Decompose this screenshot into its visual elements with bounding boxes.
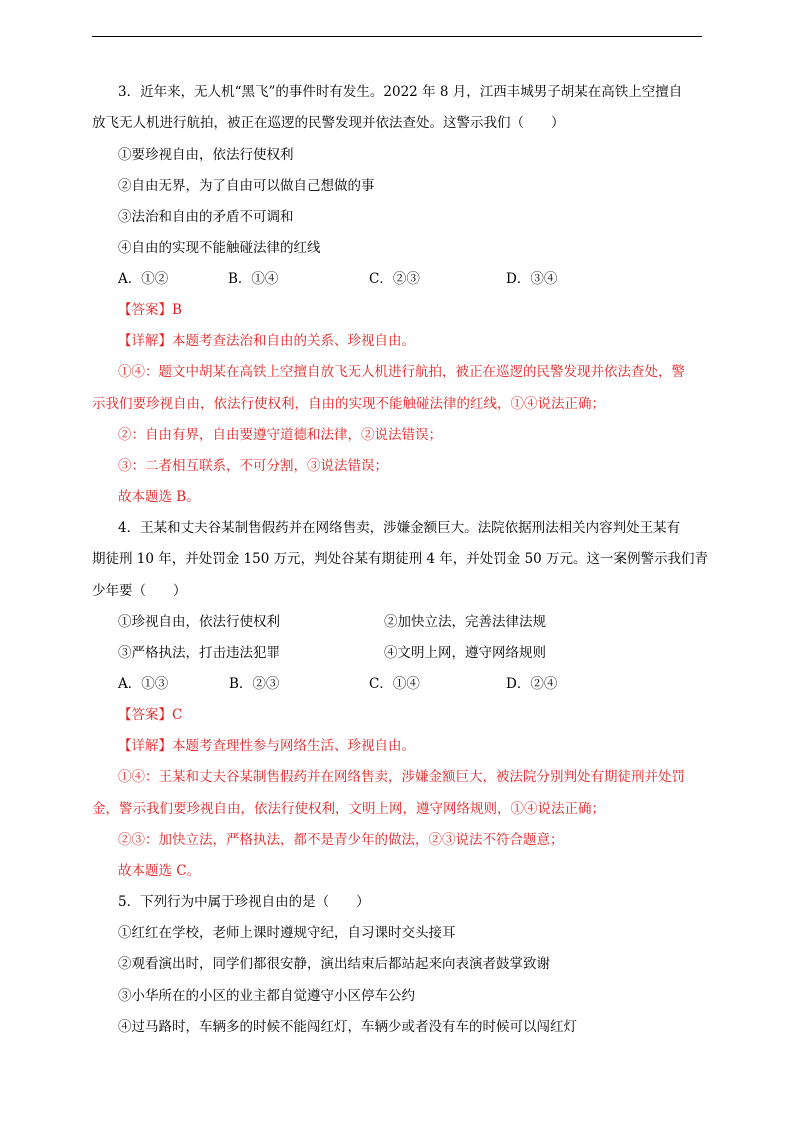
question-4-stem-line-2: 期徒刑 10 年，并处罚金 150 万元，判处谷某有期徒刑 4 年，并处罚金 50 万元。这一案例警示我们青 [92, 551, 709, 567]
question-5-item-1: ①红红在学校，老师上课时遵规守纪，自习课时交头接耳 [118, 925, 456, 941]
question-3-analysis-line-3: 示我们要珍视自由，依法行使权利，自由的实现不能触碰法律的红线，①④说法正确； [92, 396, 605, 412]
question-5-item-4: ④过马路时，车辆多的时候不能闯红灯，车辆少或者没有车的时候可以闯红灯 [118, 1019, 577, 1035]
question-4-option-b: B．②③ [229, 676, 280, 692]
question-5-stem-line-1: 5．下列行为中属于珍视自由的是（ ） [118, 894, 370, 910]
question-3-stem-line-1: 3．近年来，无人机“黑飞”的事件时有发生。2022 年 8 月，江西丰城男子胡某在高铁上空擅自 [118, 84, 683, 100]
question-4-analysis-line-2: ①④：王某和丈夫谷某制售假药并在网络售卖，涉嫌金额巨大，被法院分别判处有期徒刑并处罚 [118, 769, 685, 785]
question-3-option-d: D．③④ [506, 271, 558, 287]
question-4-item-1: ①珍视自由，依法行使权利 [118, 614, 280, 630]
question-3-option-a: A．①② [118, 271, 169, 287]
question-3-analysis-line-4: ②：自由有界，自由要遵守道德和法律，②说法错误； [118, 427, 442, 443]
question-3-item-3: ③法治和自由的矛盾不可调和 [118, 209, 294, 225]
question-4-analysis-line-5: 故本题选 C。 [118, 863, 201, 879]
question-4-option-a: A．①③ [118, 676, 169, 692]
question-4-analysis-line-1: 【详解】本题考查理性参与网络生活、珍视自由。 [118, 738, 415, 754]
question-3-analysis-line-2: ①④：题文中胡某在高铁上空擅自放飞无人机进行航拍，被正在巡逻的民警发现并依法查处，警 [118, 364, 685, 380]
question-3-item-1: ①要珍视自由，依法行使权利 [118, 147, 294, 163]
question-3-stem-line-2: 放飞无人机进行航拍，被正在巡逻的民警发现并依法查处。这警示我们（ ） [92, 115, 565, 131]
question-4-analysis-line-4: ②③：加快立法，严格执法，都不是青少年的做法，②③说法不符合题意； [118, 832, 564, 848]
question-4-item-4: ④文明上网，遵守网络规则 [384, 645, 546, 661]
question-4-option-c: C．①④ [369, 676, 420, 692]
question-4-item-2: ②加快立法，完善法律法规 [384, 614, 546, 630]
question-3-option-c: C．②③ [369, 271, 420, 287]
question-3-answer: 【答案】B [118, 302, 182, 318]
question-3-analysis-line-5: ③：二者相互联系，不可分割，③说法错误； [118, 458, 388, 474]
question-3-analysis-line-6: 故本题选 B。 [118, 489, 200, 505]
header-rule [92, 36, 702, 37]
question-4-answer: 【答案】C [118, 707, 183, 723]
question-4-option-d: D．②④ [506, 676, 558, 692]
question-5-item-3: ③小华所在的小区的业主都自觉遵守小区停车公约 [118, 988, 415, 1004]
question-3-item-4: ④自由的实现不能触碰法律的红线 [118, 240, 321, 256]
question-3-option-b: B．①④ [228, 271, 279, 287]
question-3-item-2: ②自由无界，为了自由可以做自己想做的事 [118, 178, 375, 194]
question-4-stem-line-1: 4．王某和丈夫谷某制售假药并在网络售卖，涉嫌金额巨大。法院依据刑法相关内容判处王某有 [118, 520, 681, 536]
question-5-item-2: ②观看演出时，同学们都很安静，演出结束后都站起来向表演者鼓掌致谢 [118, 956, 550, 972]
question-3-analysis-line-1: 【详解】本题考查法治和自由的关系、珍视自由。 [118, 333, 415, 349]
question-4-analysis-line-3: 金，警示我们要珍视自由，依法行使权利，文明上网，遵守网络规则，①④说法正确； [92, 801, 605, 817]
question-4-item-3: ③严格执法，打击违法犯罪 [118, 645, 280, 661]
question-4-stem-line-3: 少年要（ ） [92, 583, 187, 599]
